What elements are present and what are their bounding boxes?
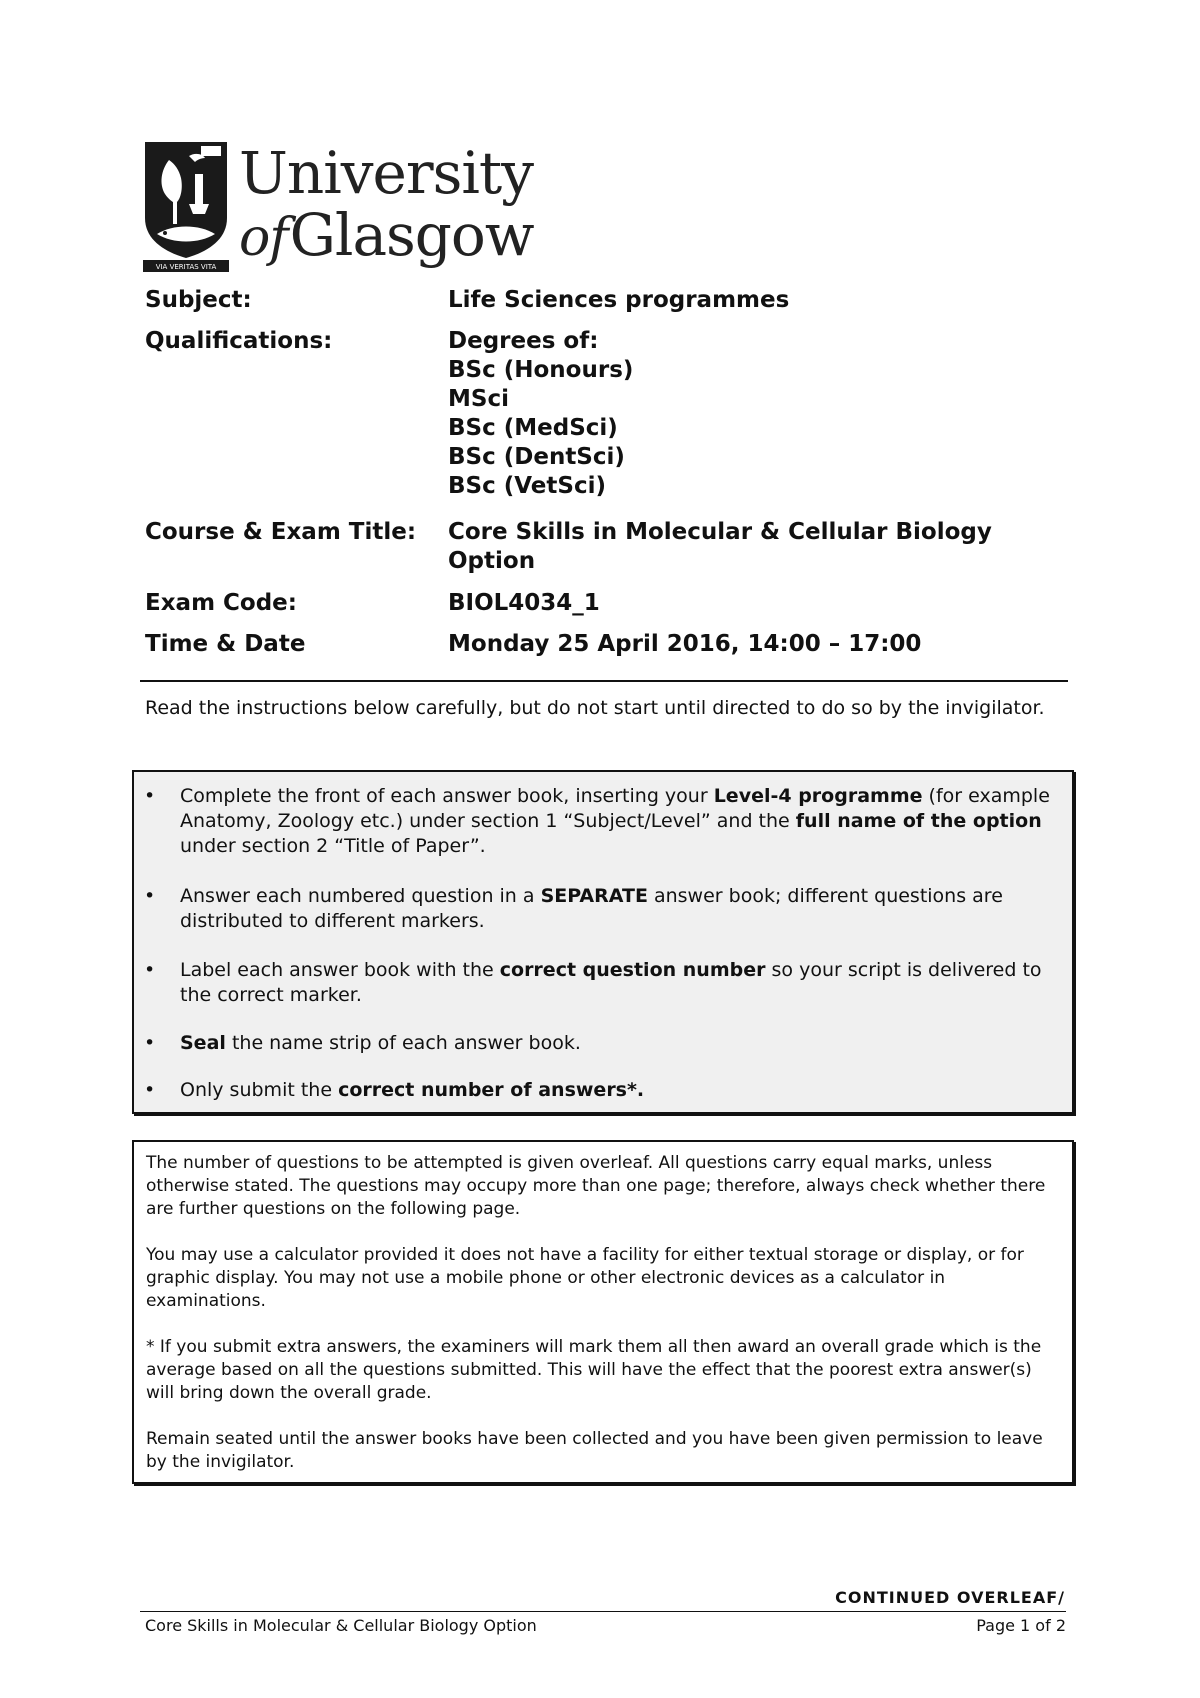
qualification-item: Degrees of: xyxy=(448,328,599,354)
instructions-box: • Complete the front of each answer book, inserting your Level-4 programme (for example Anatomy, Zoology etc.) under section 1 “Subject/Level” and the full name of the option under section 2 “Title of Paper”. • Answer each numbered question in a SEPARATE answer book; different questions are distributed to different markers. • Label each answer book with the correct question number so your script is delivered to the correct marker. • Seal the name strip of each answer book. • Only submit the correct number of answers*. xyxy=(132,770,1074,1114)
subject-value: Life Sciences programmes xyxy=(448,287,790,313)
time-date-label: Time & Date xyxy=(145,631,306,657)
notes-box xyxy=(132,1140,1074,1484)
course-label: Course & Exam Title: xyxy=(145,519,417,545)
note-paragraph: Remain seated until the answer books have been collected and you have been given permission to leave by the invigilator. xyxy=(146,1429,1043,1472)
bullet-icon: • xyxy=(144,885,156,907)
course-value xyxy=(448,518,992,576)
footer-divider xyxy=(140,1611,1066,1612)
page-number: Page 1 of 2 xyxy=(976,1616,1066,1635)
time-date-value: Monday 25 April 2016, 14:00 – 17:00 xyxy=(448,631,922,657)
wordmark-glasgow: Glasgow xyxy=(289,201,534,269)
intro-text: Read the instructions below carefully, but do not start until directed to do so by the invigilator. xyxy=(145,697,1045,719)
wordmark-of: of xyxy=(239,208,288,268)
qualification-item: MSci xyxy=(448,386,509,412)
bullet-icon: • xyxy=(144,785,156,807)
qualification-item: BSc (MedSci) xyxy=(448,415,618,441)
exam-code-label: Exam Code: xyxy=(145,590,297,616)
wordmark-of-glasgow xyxy=(239,202,533,271)
exam-code-value: BIOL4034_1 xyxy=(448,590,600,616)
qualification-item: BSc (DentSci) xyxy=(448,444,625,470)
motto-text: VIA VERITAS VITA xyxy=(155,263,217,271)
qualification-item: BSc (VetSci) xyxy=(448,473,606,499)
bullet-icon: • xyxy=(144,1079,156,1101)
note-paragraph: The number of questions to be attempted is given overleaf. All questions carry equal marks, unless otherwise stated. The questions may occupy more than one page; therefore, always check whether there are further questions on the following page. xyxy=(146,1153,1046,1219)
header-divider xyxy=(140,680,1068,682)
note-paragraph: * If you submit extra answers, the examiners will mark them all then award an overall grade which is the average based on all the questions submitted. This will have the effect that the poorest extra answer(s) will bring down the overall grade. xyxy=(146,1337,1042,1403)
qualifications-list xyxy=(448,327,633,501)
qualifications-label: Qualifications: xyxy=(145,328,333,354)
footer-course-title: Core Skills in Molecular & Cellular Biology Option xyxy=(145,1616,537,1635)
crest-icon xyxy=(143,140,229,272)
course-value-line1: Core Skills in Molecular & Cellular Biology xyxy=(448,519,992,545)
continued-overleaf: CONTINUED OVERLEAF/ xyxy=(835,1588,1065,1607)
note-paragraph: You may use a calculator provided it does not have a facility for either textual storage or display, or for graphic display. You may not use a mobile phone or other electronic devices as a calculator in examinations. xyxy=(146,1245,1024,1311)
bullet-icon: • xyxy=(144,1032,156,1054)
qualification-item: BSc (Honours) xyxy=(448,357,634,383)
wordmark-university: University xyxy=(239,139,533,207)
subject-label: Subject: xyxy=(145,287,252,313)
course-value-line2: Option xyxy=(448,548,536,574)
bullet-icon: • xyxy=(144,959,156,981)
university-logo xyxy=(143,140,563,272)
